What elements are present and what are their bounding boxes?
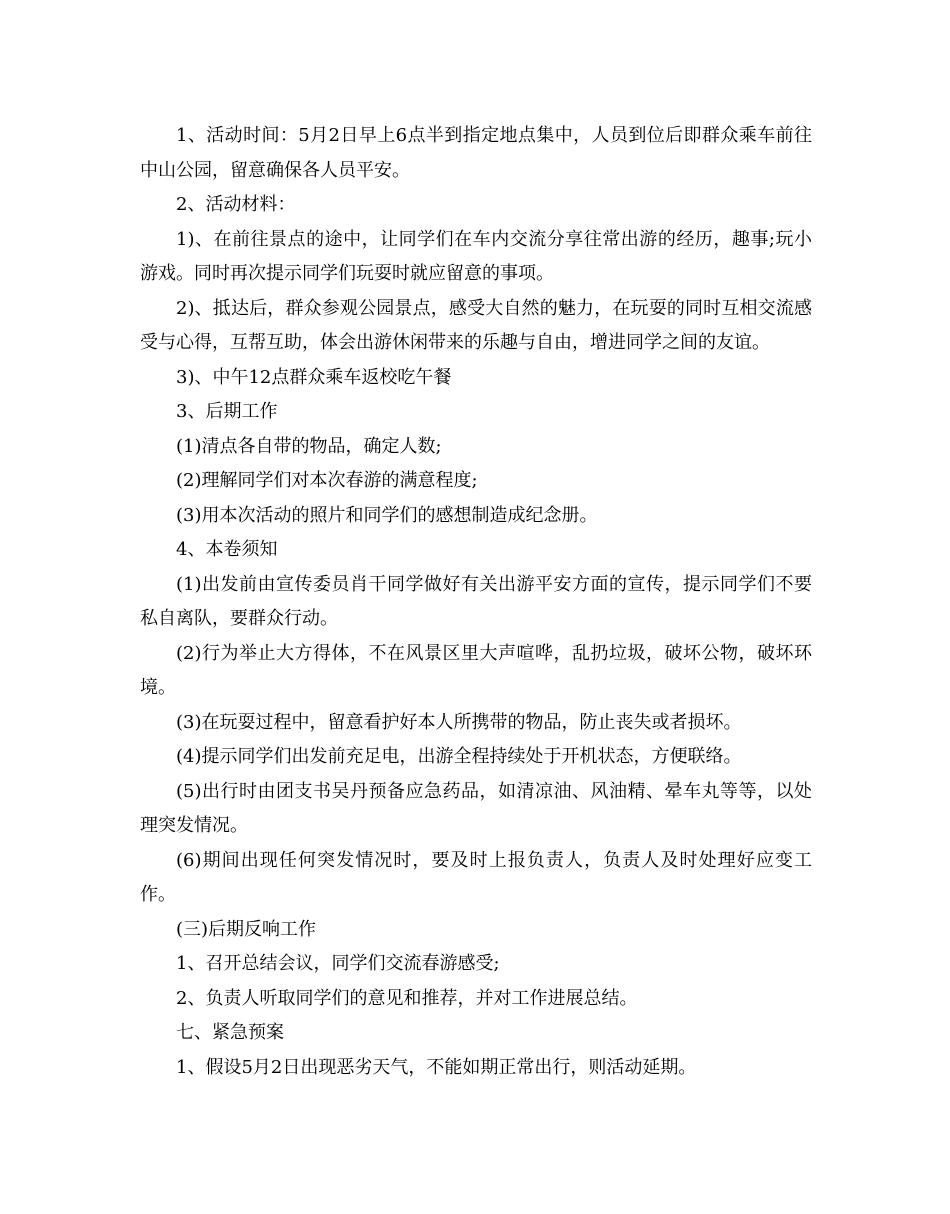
paragraph-emergency-heading: 七、紧急预案 bbox=[176, 1022, 284, 1043]
paragraph-activity-time: 1、活动时间：5月2日早上6点半到指定地点集中，人员到位后即群众乘车前往中山公园，留意确保各人员平安。 bbox=[140, 125, 812, 181]
paragraph-materials-2: 2)、抵达后，群众参观公园景点，感受大自然的魅力，在玩耍的同时互相交流感受与心得，互帮互助，体会出游休闲带来的乐趣与自由，增进同学之间的友谊。 bbox=[140, 297, 812, 353]
paragraph-feedback-1: 1、召开总结会议，同学们交流春游感受; bbox=[176, 953, 500, 974]
paragraph-later-work-heading: 3、后期工作 bbox=[176, 401, 278, 422]
paragraph-materials-3: 3)、中午12点群众乘车返校吃午餐 bbox=[176, 366, 452, 388]
paragraph-notes-heading: 4、本卷须知 bbox=[176, 539, 278, 560]
paragraph-notes-5: (5)出行时由团支书吴丹预备应急药品，如清凉油、风油精、晕车丸等等，以处理突发情况。 bbox=[140, 780, 812, 836]
paragraph-activity-materials-heading: 2、活动材料： bbox=[176, 194, 296, 215]
paragraph-notes-4: (4)提示同学们出发前充足电，出游全程持续处于开机状态，方便联络。 bbox=[176, 746, 742, 767]
paragraph-notes-3: (3)在玩耍过程中，留意看护好本人所携带的物品，防止丧失或者损坏。 bbox=[176, 711, 742, 733]
paragraph-feedback-2: 2、负责人听取同学们的意见和推荐，并对工作进展总结。 bbox=[176, 987, 638, 1009]
paragraph-emergency-1: 1、假设5月2日出现恶劣天气，不能如期正常出行，则活动延期。 bbox=[176, 1056, 697, 1078]
paragraph-notes-1: (1)出发前由宣传委员肖干同学做好有关出游平安方面的宣传，提示同学们不要私自离队，要群众行动。 bbox=[140, 573, 812, 629]
paragraph-notes-2: (2)行为举止大方得体，不在风景区里大声喧哗，乱扔垃圾，破坏公物，破坏环境。 bbox=[140, 642, 812, 698]
paragraph-later-work-2: (2)理解同学们对本次春游的满意程度; bbox=[176, 470, 478, 491]
document-body bbox=[140, 119, 812, 1085]
paragraph-later-work-1: (1)清点各自带的物品，确定人数; bbox=[176, 435, 442, 457]
paragraph-later-work-3: (3)用本次活动的照片和同学们的感想制造成纪念册。 bbox=[176, 504, 598, 526]
paragraph-notes-6: (6)期间出现任何突发情况时，要及时上报负责人，负责人及时处理好应变工作。 bbox=[140, 849, 812, 905]
paragraph-materials-1: 1)、在前往景点的途中，让同学们在车内交流分享往常出游的经历，趣事;玩小游戏。同时再次提示同学们玩耍时就应留意的事项。 bbox=[140, 228, 812, 284]
paragraph-feedback-heading: (三)后期反响工作 bbox=[176, 918, 317, 940]
